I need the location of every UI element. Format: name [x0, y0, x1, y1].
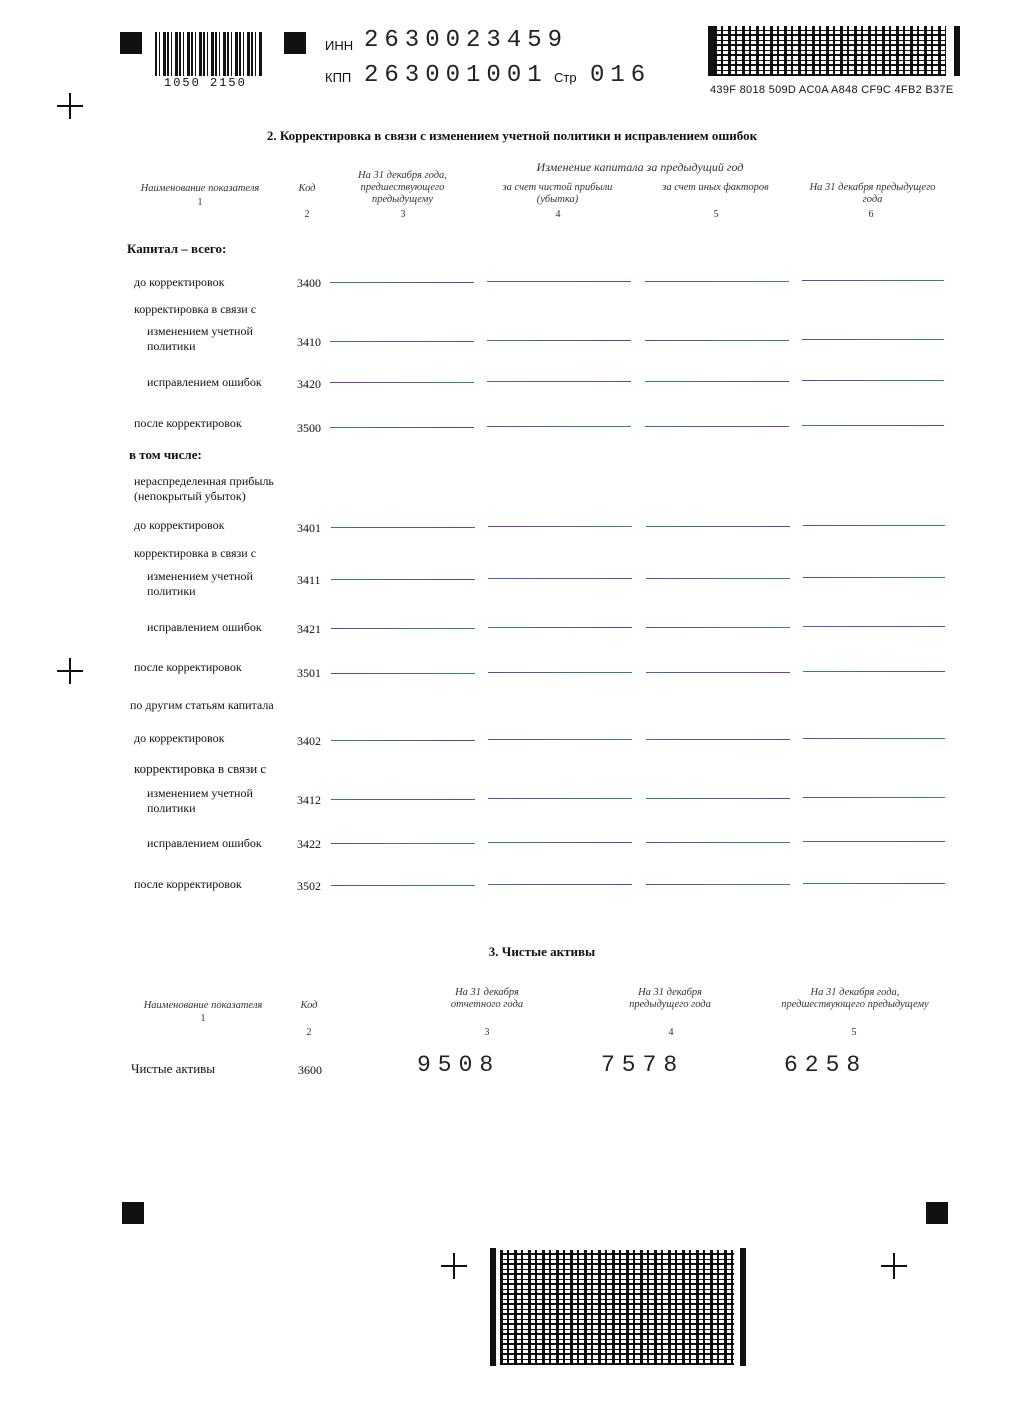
crosshair-mark [57, 658, 83, 684]
entry-line [646, 578, 790, 579]
row-code: 3421 [297, 622, 321, 636]
datamatrix-border-top [708, 26, 960, 76]
column-header: за счет иных факторов [662, 182, 769, 193]
entry-line [331, 843, 475, 844]
column-number: 5 [713, 209, 719, 220]
entry-line [488, 884, 632, 885]
row-label: корректировка в связи с [134, 761, 267, 776]
column-header: Наименование показателя [140, 183, 260, 194]
column-number: 4 [668, 1027, 674, 1038]
column-header: На 31 декабря года, предшествующего предыдущему [358, 170, 447, 205]
entry-line [802, 280, 944, 281]
row-code: 3410 [297, 335, 321, 349]
row-label: исправлением ошибок [147, 620, 262, 634]
entry-line [487, 340, 631, 341]
datamatrix-border-bottom [490, 1248, 746, 1366]
entry-line [331, 740, 475, 741]
registration-mark [120, 32, 142, 54]
column-header: На 31 декабря года, предшествующего предыдущему [781, 987, 929, 1010]
row-label: корректировка в связи с [134, 302, 257, 316]
row-label: по другим статьям капитала [130, 698, 274, 712]
entry-line [488, 672, 632, 673]
heading-capital-total: Капитал – всего: [127, 241, 227, 256]
entry-line [646, 842, 790, 843]
net-assets-code: 3600 [298, 1063, 322, 1077]
entry-line [331, 673, 475, 674]
column-header: Наименование показателя [143, 1000, 263, 1011]
row-label: изменением учетной политики [147, 569, 253, 598]
entry-line [488, 526, 632, 527]
section2-title: 2. Корректировка в связи с изменением учетной политики и исправлением ошибок [266, 128, 758, 143]
column-header: Код [300, 1000, 318, 1011]
row-label: корректировка в связи с [134, 546, 257, 560]
net-assets-reporting-year: 9508 [417, 1052, 501, 1078]
column-header: за счет чистой прибыли (убытка) [502, 182, 613, 205]
entry-line [646, 526, 790, 527]
entry-line [487, 281, 631, 282]
registration-mark [284, 32, 306, 54]
entry-line [330, 282, 474, 283]
entry-line [802, 339, 944, 340]
column-header: На 31 декабря предыдущего года [809, 182, 936, 205]
entry-line [330, 427, 474, 428]
entry-line [330, 341, 474, 342]
crosshair-mark [441, 1253, 467, 1279]
net-assets-label: Чистые активы [131, 1061, 216, 1076]
row-label: исправлением ошибок [147, 836, 262, 850]
inn-label: ИНН [325, 38, 354, 53]
column-number: 4 [555, 209, 561, 220]
row-code: 3501 [297, 666, 321, 680]
row-code: 3500 [297, 421, 321, 435]
row-code: 3412 [297, 793, 321, 807]
barcode-1d [155, 32, 263, 76]
entry-line [488, 798, 632, 799]
entry-line [331, 885, 475, 886]
entry-line [331, 799, 475, 800]
entry-line [803, 738, 945, 739]
entry-line [803, 883, 945, 884]
entry-line [645, 426, 789, 427]
column-number: 5 [851, 1027, 857, 1038]
entry-line [487, 381, 631, 382]
entry-line [487, 426, 631, 427]
row-label: изменением учетной политики [147, 324, 253, 353]
entry-line [331, 628, 475, 629]
page-value: 016 [590, 62, 652, 89]
row-label: до корректировок [134, 275, 225, 289]
entry-line [488, 739, 632, 740]
entry-line [803, 841, 945, 842]
entry-line [645, 381, 789, 382]
entry-line [330, 382, 474, 383]
barcode-number: 1050 2150 [164, 76, 247, 90]
net-assets-year-before-previous: 6258 [784, 1052, 868, 1078]
entry-line [488, 578, 632, 579]
entry-line [645, 281, 789, 282]
column-number: 1 [197, 197, 203, 208]
entry-line [331, 527, 475, 528]
entry-line [331, 579, 475, 580]
column-header: Код [298, 183, 316, 194]
entry-line [646, 627, 790, 628]
entry-line [802, 380, 944, 381]
column-header: На 31 декабря отчетного года [450, 987, 524, 1010]
column-number: 2 [306, 1027, 312, 1038]
inn-value: 2630023459 [364, 27, 569, 54]
row-code: 3400 [297, 276, 321, 290]
column-number: 1 [200, 1013, 206, 1024]
row-code: 3401 [297, 521, 321, 535]
entry-line [646, 739, 790, 740]
row-code: 3402 [297, 734, 321, 748]
row-label: после корректировок [134, 416, 242, 430]
row-label: после корректировок [134, 660, 242, 674]
entry-line [488, 842, 632, 843]
entry-line [803, 671, 945, 672]
entry-line [803, 525, 945, 526]
row-label: изменением учетной политики [147, 786, 253, 815]
row-label: после корректировок [134, 877, 242, 891]
row-code: 3420 [297, 377, 321, 391]
entry-line [646, 798, 790, 799]
row-label: исправлением ошибок [147, 375, 262, 389]
entry-line [646, 884, 790, 885]
entry-line [646, 672, 790, 673]
row-code: 3411 [297, 573, 321, 587]
entry-line [803, 626, 945, 627]
kpp-value: 263001001 [364, 62, 548, 89]
column-header: На 31 декабря предыдущего года [629, 987, 711, 1010]
entry-line [803, 797, 945, 798]
crosshair-mark [57, 93, 83, 119]
group-header: Изменение капитала за предыдущий год [536, 160, 744, 174]
column-number: 2 [304, 209, 310, 220]
column-number: 3 [400, 209, 406, 220]
hex-code: 439F 8018 509D AC0A A848 CF9C 4FB2 B37E [710, 84, 954, 96]
row-code: 3502 [297, 879, 321, 893]
net-assets-previous-year: 7578 [601, 1052, 685, 1078]
entry-line [488, 627, 632, 628]
kpp-label: КПП [325, 70, 352, 85]
registration-mark [122, 1202, 144, 1224]
crosshair-mark [881, 1253, 907, 1279]
entry-line [802, 425, 944, 426]
row-label: до корректировок [134, 731, 225, 745]
section3-title: 3. Чистые активы [488, 944, 596, 959]
entry-line [645, 340, 789, 341]
column-number: 3 [484, 1027, 490, 1038]
row-label: нераспределенная прибыль (непокрытый убыток) [134, 474, 274, 503]
registration-mark [926, 1202, 948, 1224]
heading-including: в том числе: [129, 447, 202, 462]
page-label: Стр [554, 70, 577, 85]
entry-line [803, 577, 945, 578]
row-code: 3422 [297, 837, 321, 851]
column-number: 6 [868, 209, 874, 220]
row-label: до корректировок [134, 518, 225, 532]
